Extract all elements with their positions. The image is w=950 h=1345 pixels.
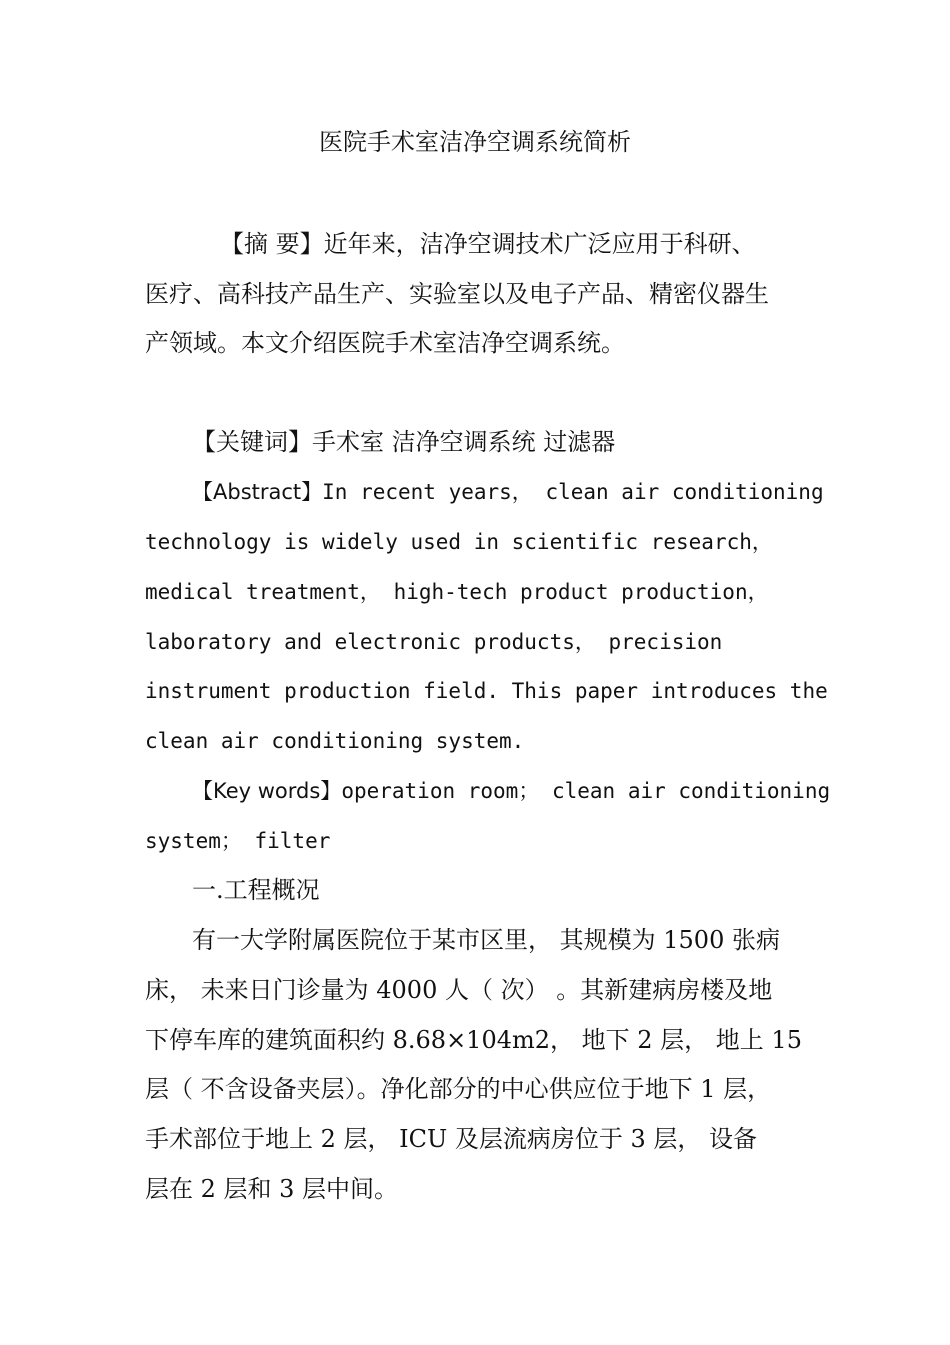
abstract-en-line-5: instrument production field. This paper introduces the xyxy=(145,679,828,703)
abstract-en-label: 【Abstract】 xyxy=(192,480,323,504)
keywords-en-text: operation room； clean air conditioning xyxy=(341,779,831,803)
section-body-line-2: 床， 未来日门诊量为 4000 人（ 次） 。其新建病房楼及地 xyxy=(145,976,773,1004)
section-body-line-4: 层（ 不含设备夹层）。净化部分的中心供应位于地下 1 层， xyxy=(145,1075,772,1103)
page-title: 医院手术室洁净空调系统简析 xyxy=(319,128,631,156)
keywords-cn-label: 【关键词】 xyxy=(192,428,312,456)
abstract-en-line-2: technology is widely used in scientific research， xyxy=(145,530,773,554)
keywords-en-line-2: system； filter xyxy=(145,829,331,853)
keywords-cn-line xyxy=(192,424,615,460)
section-body-line-6: 层在 2 层和 3 层中间。 xyxy=(145,1175,399,1203)
abstract-en-text: In recent years， clean air conditioning xyxy=(322,480,824,504)
section-body-line-5: 手术部位于地上 2 层， ICU 及层流病房位于 3 层， 设备 xyxy=(145,1125,758,1153)
abstract-cn-label: 【摘 要】 xyxy=(220,230,324,258)
keywords-en-label: 【Key words】 xyxy=(192,779,342,803)
keywords-en-line-1 xyxy=(192,773,830,809)
section-body-line-1: 有一大学附属医院位于某市区里， 其规模为 1500 张病 xyxy=(192,926,780,954)
abstract-en-line-3: medical treatment， high-tech product production， xyxy=(145,580,769,604)
section-heading: 一.工程概况 xyxy=(192,876,320,904)
abstract-en-line-6: clean air conditioning system. xyxy=(145,729,525,753)
abstract-cn-line-2: 医疗、高科技产品生产、实验室以及电子产品、精密仪器生 xyxy=(145,280,769,308)
section-body-line-3: 下停车库的建筑面积约 8.68×104m2， 地下 2 层， 地上 15 xyxy=(145,1026,802,1054)
keywords-cn-text: 手术室 洁净空调系统 过滤器 xyxy=(312,428,616,456)
abstract-cn-line-1 xyxy=(220,226,756,262)
abstract-en-line-1 xyxy=(192,474,824,510)
abstract-en-line-4: laboratory and electronic products， precision xyxy=(145,630,723,654)
abstract-cn-text: 近年来，洁净空调技术广泛应用于科研、 xyxy=(323,230,756,258)
abstract-cn-line-3: 产领域。本文介绍医院手术室洁净空调系统。 xyxy=(145,329,625,357)
